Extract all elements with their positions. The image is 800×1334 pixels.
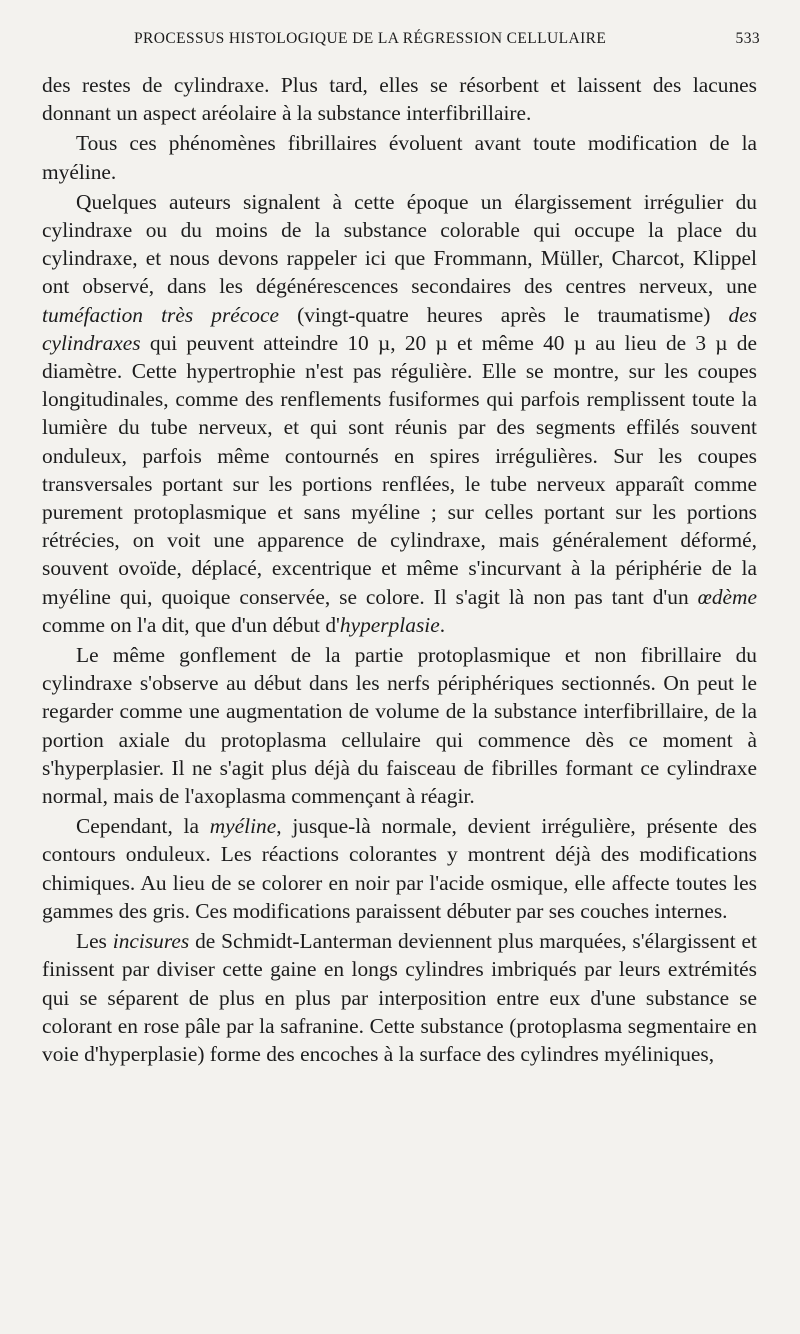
- text-run: Quelques auteurs signalent à cette époque un élargissement irrégulier du cylindraxe ou du moins de la substance colorable qui occupe la place du cylindraxe, et nous devons rappeler ici que Frommann, Müller, Charcot, Klippel ont observé, dans les dégénérescences secondaires des centres nerveux, une: [42, 189, 757, 299]
- italic-text: myéline: [209, 814, 277, 839]
- text-run: , jusque-là normale, devient irrégulière, présente des contours onduleux. Les réactions colorantes y montrent déjà des modifications chimiques. Au lieu de se colorer en noir par l'acide osmique, elle affecte toutes les gammes des gris. Ces modifications paraissent débuter par ses couches internes.: [42, 814, 757, 923]
- paragraph: [42, 188, 757, 639]
- text-run: Tous ces phénomènes fibrillaires évoluent avant toute modification de la myéline.: [42, 131, 757, 184]
- text-run: Cependant, la: [76, 814, 210, 839]
- page-number: 533: [735, 30, 760, 47]
- text-run: Le même gonflement de la partie protoplasmique et non fibrillaire du cylindraxe s'observe au début dans les nerfs périphériques sectionnés. On peut le regarder comme une augmentation de volume de la substance interfibrillaire, de la portion axiale du protoplasma cellulaire qui commence dès ce moment à s'hyperplasier. Il ne s'agit plus déjà du faisceau de fibrilles formant ce cylindraxe normal, mais de l'axoplasma commençant à réagir.: [42, 643, 757, 809]
- text-run: comme on l'a dit, que d'un début d': [42, 612, 340, 637]
- paragraph: [42, 927, 757, 1068]
- text-run: de Schmidt-Lanterman deviennent plus marquées, s'élargissent et finissent par diviser cette gaine en longs cylindres imbriqués par leurs extrémités qui se séparent de plus en plus par interposition entre eux d'une substance se colorant en rose pâle par la safranine. Cette substance (protoplasma segmentaire en voie d'hyperplasie) forme des encoches à la surface des cylindres myéliniques,: [42, 929, 757, 1066]
- body-text: [42, 71, 757, 1068]
- paragraph: [42, 129, 757, 185]
- paragraph: [42, 812, 757, 925]
- text-run: Les: [76, 929, 113, 954]
- italic-text: œdème: [697, 584, 757, 609]
- paragraph: [42, 641, 757, 810]
- italic-text: tuméfaction très précoce: [42, 302, 279, 327]
- italic-text: hyperplasie: [339, 612, 440, 637]
- italic-text: des cylindraxes: [42, 302, 757, 355]
- text-run: .: [439, 612, 446, 637]
- text-run: qui peuvent atteindre 10 µ, 20 µ et même 40 µ au lieu de 3 µ de diamètre. Cette hypertrophie n'est pas régulière. Elle se montre, sur les coupes longitudinales, comme des renflements fusiformes qui parfois remplissent toute la lumière du tube nerveux, et qui sont réunis par des segments effilés souvent onduleux, parfois même contournés en spires irrégulières. Sur les coupes transversales portant sur les portions renflées, le tube nerveux apparaît comme purement protoplasmique et sans myéline ; sur celles portant sur les portions rétrécies, on voit une apparence de cylindraxe, mais généralement déformé, souvent ovoïde, déplacé, excentrique et même s'incurvant à la périphérie de la myéline qui, quoique conservée, se colore. Il s'agit là non pas tant d'un: [42, 330, 757, 609]
- text-run: (vingt-quatre heures après le traumatisme): [278, 302, 729, 327]
- text-run: des restes de cylindraxe. Plus tard, elles se résorbent et laissent des lacunes donnant un aspect aréolaire à la substance interfibrillaire.: [42, 73, 757, 126]
- running-title: PROCESSUS HISTOLOGIQUE DE LA RÉGRESSION CELLULAIRE: [134, 30, 607, 47]
- italic-text: incisures: [112, 929, 190, 954]
- paragraph: [42, 71, 757, 127]
